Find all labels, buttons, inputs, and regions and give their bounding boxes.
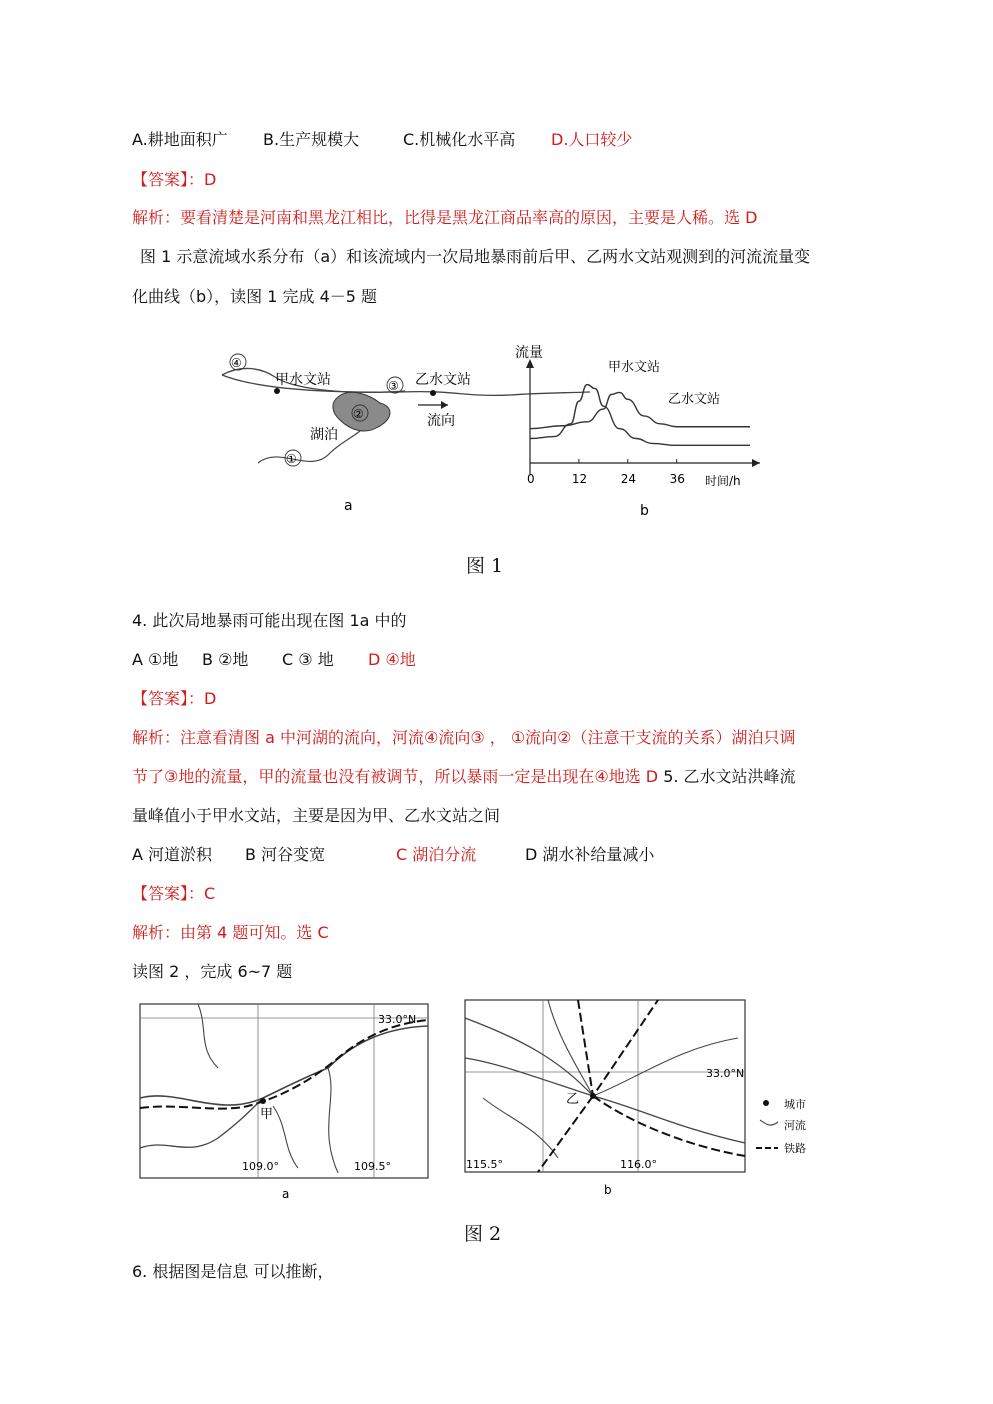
q3-option-a: A.耕地面积广 [132, 130, 228, 149]
station-yi-label: 乙水文站 [415, 372, 471, 388]
legend-city: 城市 [784, 1098, 806, 1111]
q3-option-b: B.生产规模大 [263, 130, 360, 149]
figure2-legend [756, 1098, 806, 1155]
mark-4: ④ [231, 356, 242, 370]
lat-b: 33.0°N [706, 1067, 745, 1080]
figure2 [138, 998, 828, 1208]
q5-answer: 【答案】：C [132, 884, 216, 903]
figure1-chart-b [515, 344, 760, 519]
flow-label: 流向 [427, 413, 455, 429]
q4-analysis-end: 节了③地的流量，甲的流量也没有被调节，所以暴雨一定是出现在④地选 D [132, 767, 659, 786]
q5-question-start: 5. 乙水文站洪峰流 [658, 767, 796, 786]
q4-option-d: D ④地 [368, 650, 416, 669]
lon-b-1: 115.5° [466, 1158, 503, 1171]
figure2-map-b [465, 1000, 745, 1197]
chart-xlabel: 时间/h [705, 474, 741, 488]
figure1 [200, 335, 760, 530]
lat-a: 33.0°N [378, 1013, 417, 1026]
q4-answer: 【答案】：D [132, 689, 217, 708]
q5-option-a: A 河道淤积 [132, 845, 213, 864]
lake-label: 湖泊 [310, 427, 338, 443]
lon-a-2: 109.5° [354, 1160, 391, 1173]
lon-b-2: 116.0° [620, 1158, 657, 1171]
intro1-line2: 化曲线（b），读图 1 完成 4－5 题 [132, 287, 378, 306]
series-label-jia: 甲水文站 [608, 360, 661, 375]
q4-option-a: A ①地 [132, 650, 179, 669]
q3-option-c: C.机械化水平高 [403, 130, 516, 149]
station-jia-label: 甲水文站 [275, 372, 331, 388]
series-label-yi: 乙水文站 [668, 392, 721, 407]
q5-option-b: B 河谷变宽 [245, 845, 326, 864]
q4-option-b: B ②地 [202, 650, 249, 669]
intro1-line1: 图 1 示意流域水系分布（a）和该流域内一次局地暴雨前后甲、乙两水文站观测到的河流流量变 [140, 247, 811, 266]
q4-analysis-line2 [132, 767, 796, 787]
figure1-a-label: a [344, 498, 353, 514]
q3-analysis: 解析：要看清楚是河南和黑龙江相比，比得是黑龙江商品率高的原因，主要是人稀。选 D [132, 208, 758, 227]
figure2-map-a [140, 1004, 428, 1201]
legend-city-icon [763, 1100, 769, 1106]
q4-option-c: C ③ 地 [282, 650, 334, 669]
q5-question-end: 量峰值小于甲水文站，主要是因为甲、乙水文站之间 [132, 806, 501, 825]
figure1-map-a [222, 354, 590, 514]
city-yi-label: 乙 [566, 1092, 580, 1107]
q5-option-d: D 湖水补给量减小 [525, 845, 655, 864]
city-yi-dot [590, 1093, 596, 1099]
legend-railway: 铁路 [784, 1142, 806, 1155]
q4-question: 4. 此次局地暴雨可能出现在图 1a 中的 [132, 611, 407, 630]
chart-ylabel: 流量 [515, 345, 543, 361]
q5-analysis: 解析：由第 4 题可知。选 C [132, 923, 329, 942]
city-jia-label: 甲 [260, 1107, 274, 1122]
figure1-b-label: b [640, 503, 649, 519]
mark-3: ③ [388, 379, 399, 393]
x-tick-label-12: 12 [571, 472, 588, 486]
x-tick-label-0: 0 [527, 472, 535, 486]
mark-2: ② [353, 407, 364, 421]
legend-river-icon [760, 1120, 778, 1125]
figure1-caption: 图 1 [466, 555, 504, 577]
lon-a-1: 109.0° [242, 1160, 279, 1173]
q4-analysis-line1: 解析：注意看清图 a 中河湖的流向，河流④流向③ ， ①流向②（注意干支流的关系）湖泊只调 [132, 728, 796, 747]
q6-question: 6. 根据图是信息 可以推断， [132, 1262, 334, 1281]
x-tick-label-24: 24 [620, 472, 637, 486]
figure2-b-label: b [604, 1183, 612, 1197]
q3-answer: 【答案】：D [132, 170, 217, 189]
station-jia-dot [274, 388, 280, 394]
city-jia-dot [260, 1098, 266, 1104]
figure2-caption: 图 2 [464, 1223, 502, 1245]
q3-option-d: D.人口较少 [551, 130, 633, 149]
station-yi-dot [430, 390, 436, 396]
river-1 [258, 431, 360, 463]
figure2-a-label: a [282, 1187, 290, 1201]
x-tick-label-36: 36 [669, 472, 685, 486]
mark-1: ① [286, 452, 297, 466]
q5-option-c: C 湖泊分流 [396, 845, 477, 864]
legend-river: 河流 [784, 1119, 806, 1132]
intro2: 读图 2 ，完成 6~7 题 [132, 962, 293, 981]
